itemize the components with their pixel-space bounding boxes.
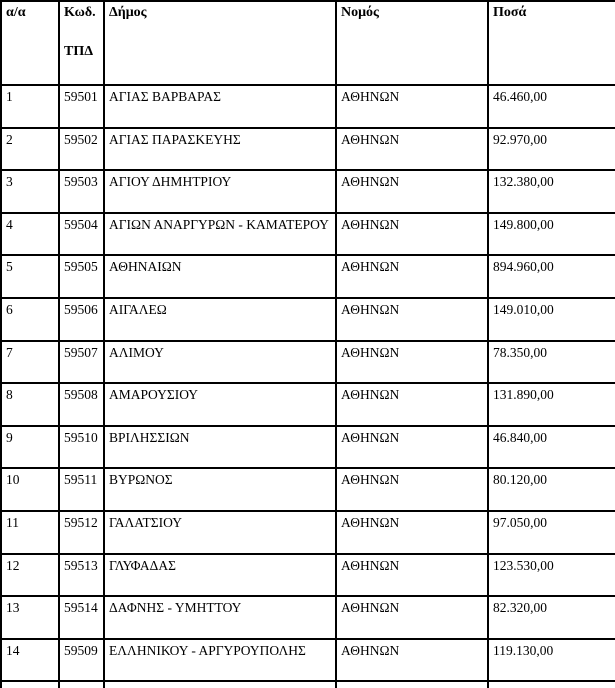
table-row — [1, 85, 615, 128]
cell-prefecture: ΑΘΗΝΩΝ — [336, 170, 488, 213]
table-row — [1, 255, 615, 298]
cell-amount: 46.840,00 — [488, 426, 615, 469]
cell-amount: 132.380,00 — [488, 170, 615, 213]
cell-code: 59504 — [59, 213, 104, 256]
cell-prefecture: ΑΘΗΝΩΝ — [336, 255, 488, 298]
cell-amount: 131.890,00 — [488, 383, 615, 426]
cell-amount: 149.010,00 — [488, 298, 615, 341]
cell-municipality: ΑΜΑΡΟΥΣΙΟΥ — [104, 383, 336, 426]
table-row — [1, 213, 615, 256]
cell-code: 59510 — [59, 426, 104, 469]
partial-cell — [1, 681, 59, 688]
header-row — [1, 1, 615, 85]
cell-code: 59503 — [59, 170, 104, 213]
cell-index: 2 — [1, 128, 59, 171]
table-row — [1, 341, 615, 384]
header-prefecture: Νομός — [336, 1, 488, 85]
header-amount: Ποσά — [488, 1, 615, 85]
cell-index: 12 — [1, 554, 59, 597]
table-body — [1, 85, 615, 681]
cell-municipality: ΓΛΥΦΑΔΑΣ — [104, 554, 336, 597]
partial-row — [1, 681, 615, 688]
cell-code: 59505 — [59, 255, 104, 298]
cell-code: 59506 — [59, 298, 104, 341]
cell-municipality: ΑΓΙΩΝ ΑΝΑΡΓΥΡΩΝ - ΚΑΜΑΤΕΡΟΥ — [104, 213, 336, 256]
cell-index: 5 — [1, 255, 59, 298]
cell-prefecture: ΑΘΗΝΩΝ — [336, 426, 488, 469]
header-code-line2: ΤΠΔ — [64, 43, 94, 59]
cell-municipality: ΑΛΙΜΟΥ — [104, 341, 336, 384]
cell-index: 1 — [1, 85, 59, 128]
cell-prefecture: ΑΘΗΝΩΝ — [336, 511, 488, 554]
cell-code: 59507 — [59, 341, 104, 384]
cell-prefecture: ΑΘΗΝΩΝ — [336, 213, 488, 256]
cell-municipality: ΒΥΡΩΝΟΣ — [104, 468, 336, 511]
table-row — [1, 596, 615, 639]
cell-code: 59514 — [59, 596, 104, 639]
cell-code: 59501 — [59, 85, 104, 128]
cell-prefecture: ΑΘΗΝΩΝ — [336, 468, 488, 511]
cell-amount: 97.050,00 — [488, 511, 615, 554]
cell-prefecture: ΑΘΗΝΩΝ — [336, 128, 488, 171]
cell-municipality: ΓΑΛΑΤΣΙΟΥ — [104, 511, 336, 554]
cell-municipality: ΑΓΙΑΣ ΒΑΡΒΑΡΑΣ — [104, 85, 336, 128]
cell-municipality: ΑΙΓΑΛΕΩ — [104, 298, 336, 341]
cell-amount: 894.960,00 — [488, 255, 615, 298]
cell-amount: 123.530,00 — [488, 554, 615, 597]
cell-municipality: ΕΛΛΗΝΙΚΟΥ - ΑΡΓΥΡΟΥΠΟΛΗΣ — [104, 639, 336, 682]
cell-code: 59509 — [59, 639, 104, 682]
cell-prefecture: ΑΘΗΝΩΝ — [336, 298, 488, 341]
cell-index: 11 — [1, 511, 59, 554]
header-municipality: Δήμος — [104, 1, 336, 85]
cell-prefecture: ΑΘΗΝΩΝ — [336, 383, 488, 426]
cell-municipality: ΑΓΙΟΥ ΔΗΜΗΤΡΙΟΥ — [104, 170, 336, 213]
cell-municipality: ΑΓΙΑΣ ΠΑΡΑΣΚΕΥΗΣ — [104, 128, 336, 171]
table-row — [1, 128, 615, 171]
cell-index: 3 — [1, 170, 59, 213]
cell-amount: 92.970,00 — [488, 128, 615, 171]
cell-code: 59512 — [59, 511, 104, 554]
partial-cell — [488, 681, 615, 688]
header-code — [59, 1, 104, 85]
cell-index: 13 — [1, 596, 59, 639]
cell-prefecture: ΑΘΗΝΩΝ — [336, 639, 488, 682]
header-code-line1: Κωδ. — [64, 5, 96, 20]
cell-prefecture: ΑΘΗΝΩΝ — [336, 341, 488, 384]
table-row — [1, 554, 615, 597]
cell-index: 9 — [1, 426, 59, 469]
cell-index: 7 — [1, 341, 59, 384]
cell-code: 59502 — [59, 128, 104, 171]
header-index: α/α — [1, 1, 59, 85]
cell-municipality: ΒΡΙΛΗΣΣΙΩΝ — [104, 426, 336, 469]
cell-code: 59511 — [59, 468, 104, 511]
table-row — [1, 511, 615, 554]
partial-cell — [104, 681, 336, 688]
cell-amount: 78.350,00 — [488, 341, 615, 384]
table-row — [1, 383, 615, 426]
cell-municipality: ΑΘΗΝΑΙΩΝ — [104, 255, 336, 298]
cell-municipality: ΔΑΦΝΗΣ - ΥΜΗΤΤΟΥ — [104, 596, 336, 639]
cell-code: 59513 — [59, 554, 104, 597]
cell-code: 59508 — [59, 383, 104, 426]
cell-index: 4 — [1, 213, 59, 256]
table-row — [1, 468, 615, 511]
cell-index: 10 — [1, 468, 59, 511]
cell-prefecture: ΑΘΗΝΩΝ — [336, 596, 488, 639]
cell-amount: 82.320,00 — [488, 596, 615, 639]
table-row — [1, 426, 615, 469]
cell-prefecture: ΑΘΗΝΩΝ — [336, 85, 488, 128]
table-row — [1, 170, 615, 213]
cell-prefecture: ΑΘΗΝΩΝ — [336, 554, 488, 597]
partial-cell — [336, 681, 488, 688]
cell-amount: 149.800,00 — [488, 213, 615, 256]
table-row — [1, 639, 615, 682]
cell-index: 14 — [1, 639, 59, 682]
cell-index: 6 — [1, 298, 59, 341]
cell-amount: 46.460,00 — [488, 85, 615, 128]
cell-index: 8 — [1, 383, 59, 426]
partial-cell — [59, 681, 104, 688]
cell-amount: 80.120,00 — [488, 468, 615, 511]
cell-amount: 119.130,00 — [488, 639, 615, 682]
table-row — [1, 298, 615, 341]
